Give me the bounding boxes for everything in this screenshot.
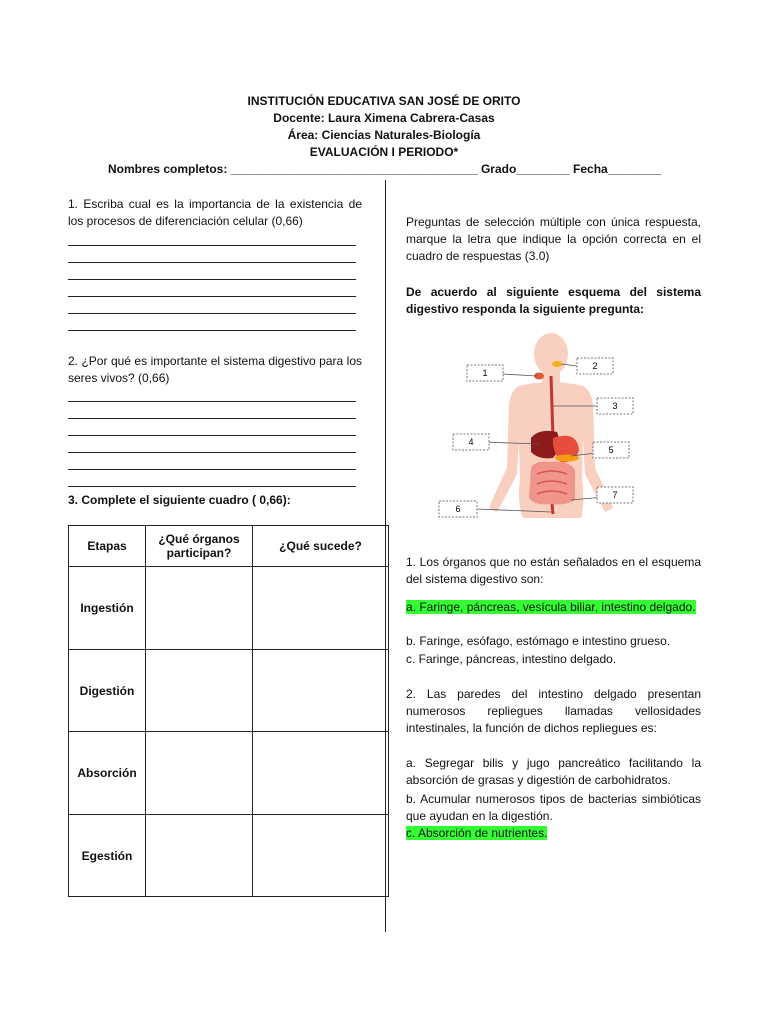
stage-ingestion: Ingestión xyxy=(69,567,146,650)
stage-egestion: Egestión xyxy=(69,815,146,897)
mc-question-1-option-a[interactable] xyxy=(406,599,701,616)
what-happens-cell[interactable] xyxy=(253,567,389,650)
question-3-text: 3. Complete el siguiente cuadro ( 0,66): xyxy=(68,493,291,507)
organs-cell[interactable] xyxy=(146,815,253,897)
diagram-label-7: 7 xyxy=(612,490,618,500)
diagram-label-4: 4 xyxy=(468,437,474,447)
multiple-choice-intro: Preguntas de selección múltiple con única respuesta, marque la letra que indique la opción correcta en el cuadro de respuestas (3.0) xyxy=(406,215,701,263)
table-row xyxy=(69,567,389,650)
teacher-line: Docente: Laura Ximena Cabrera-Casas xyxy=(273,111,495,125)
answer-line[interactable] xyxy=(68,279,356,280)
what-happens-cell[interactable] xyxy=(253,815,389,897)
diagram-label-1: 1 xyxy=(482,368,488,378)
correct-answer-highlight: c. Absorción de nutrientes. xyxy=(406,826,548,840)
answer-line[interactable] xyxy=(68,296,356,297)
rectum-shape xyxy=(552,504,553,514)
header-stages: Etapas xyxy=(69,526,146,567)
stages-table xyxy=(68,525,389,897)
mc-question-2-option-c[interactable] xyxy=(406,825,701,842)
answer-line[interactable] xyxy=(68,486,356,487)
what-happens-cell[interactable] xyxy=(253,650,389,732)
mc-question-1-option-c[interactable]: c. Faringe, páncreas, intestino delgado. xyxy=(406,652,617,666)
esophagus-shape xyxy=(551,376,553,438)
diagram-label-3: 3 xyxy=(612,401,618,411)
question-2-text: 2. ¿Por qué es importante el sistema digestivo para los seres vivos? (0,66) xyxy=(68,354,362,385)
header-what-happens: ¿Qué sucede? xyxy=(253,526,389,567)
table-header-row xyxy=(69,526,389,567)
stage-absorption: Absorción xyxy=(69,732,146,815)
mc-question-2-stem: 2. Las paredes del intestino delgado presentan numerosos repliegues llamadas vellosidades intestinales, la función de dichos repliegues es: xyxy=(406,687,701,735)
mc-question-2-option-b[interactable]: b. Acumular numerosos tipos de bacterias simbióticas que ayudan en la digestión. xyxy=(406,792,701,823)
area-line: Área: Ciencias Naturales-Biología xyxy=(287,128,481,142)
answer-line[interactable] xyxy=(68,313,356,314)
organs-cell[interactable] xyxy=(146,650,253,732)
answer-line[interactable] xyxy=(68,418,356,419)
institution-title: INSTITUCIÓN EDUCATIVA SAN JOSÉ DE ORITO xyxy=(247,94,521,108)
diagram-label-6: 6 xyxy=(455,504,461,514)
table-row xyxy=(69,650,389,732)
answer-line[interactable] xyxy=(68,401,356,402)
answer-line[interactable] xyxy=(68,469,356,470)
question-1-text: 1. Escriba cual es la importancia de la existencia de los procesos de diferenciación celular (0,66) xyxy=(68,197,362,228)
scheme-instruction: De acuerdo al siguiente esquema del sistema digestivo responda la siguiente pregunta: xyxy=(406,285,701,316)
answer-line[interactable] xyxy=(68,330,356,331)
organs-cell[interactable] xyxy=(146,567,253,650)
evaluation-title: EVALUACIÓN I PERIODO* xyxy=(309,145,459,159)
answer-line[interactable] xyxy=(68,452,356,453)
stage-digestion: Digestión xyxy=(69,650,146,732)
table-row xyxy=(69,732,389,815)
answer-line[interactable] xyxy=(68,262,356,263)
answer-line[interactable] xyxy=(68,245,356,246)
correct-answer-highlight: a. Faringe, páncreas, vesícula biliar, intestino delgado. xyxy=(406,600,696,614)
organs-cell[interactable] xyxy=(146,732,253,815)
diagram-label-2: 2 xyxy=(592,361,598,371)
student-info-row: Nombres completos: _____________________________________ Grado________ Fecha________ xyxy=(108,162,662,176)
intestines-shape xyxy=(529,462,575,505)
what-happens-cell[interactable] xyxy=(253,732,389,815)
mc-question-1-option-b[interactable]: b. Faringe, esófago, estómago e intestino grueso. xyxy=(406,634,671,648)
mc-question-1-stem: 1. Los órganos que no están señalados en el esquema del sistema digestivo son: xyxy=(406,555,701,586)
header-organs: ¿Qué órganos participan? xyxy=(146,526,253,567)
salivary-gland-shape xyxy=(552,361,562,367)
mc-question-2-option-a[interactable]: a. Segregar bilis y jugo pancreático facilitando la absorción de grasas y digestión de carbohidratos. xyxy=(406,756,701,787)
table-row xyxy=(69,815,389,897)
answer-line[interactable] xyxy=(68,435,356,436)
digestive-system-diagram xyxy=(435,328,635,518)
diagram-label-5: 5 xyxy=(608,445,614,455)
